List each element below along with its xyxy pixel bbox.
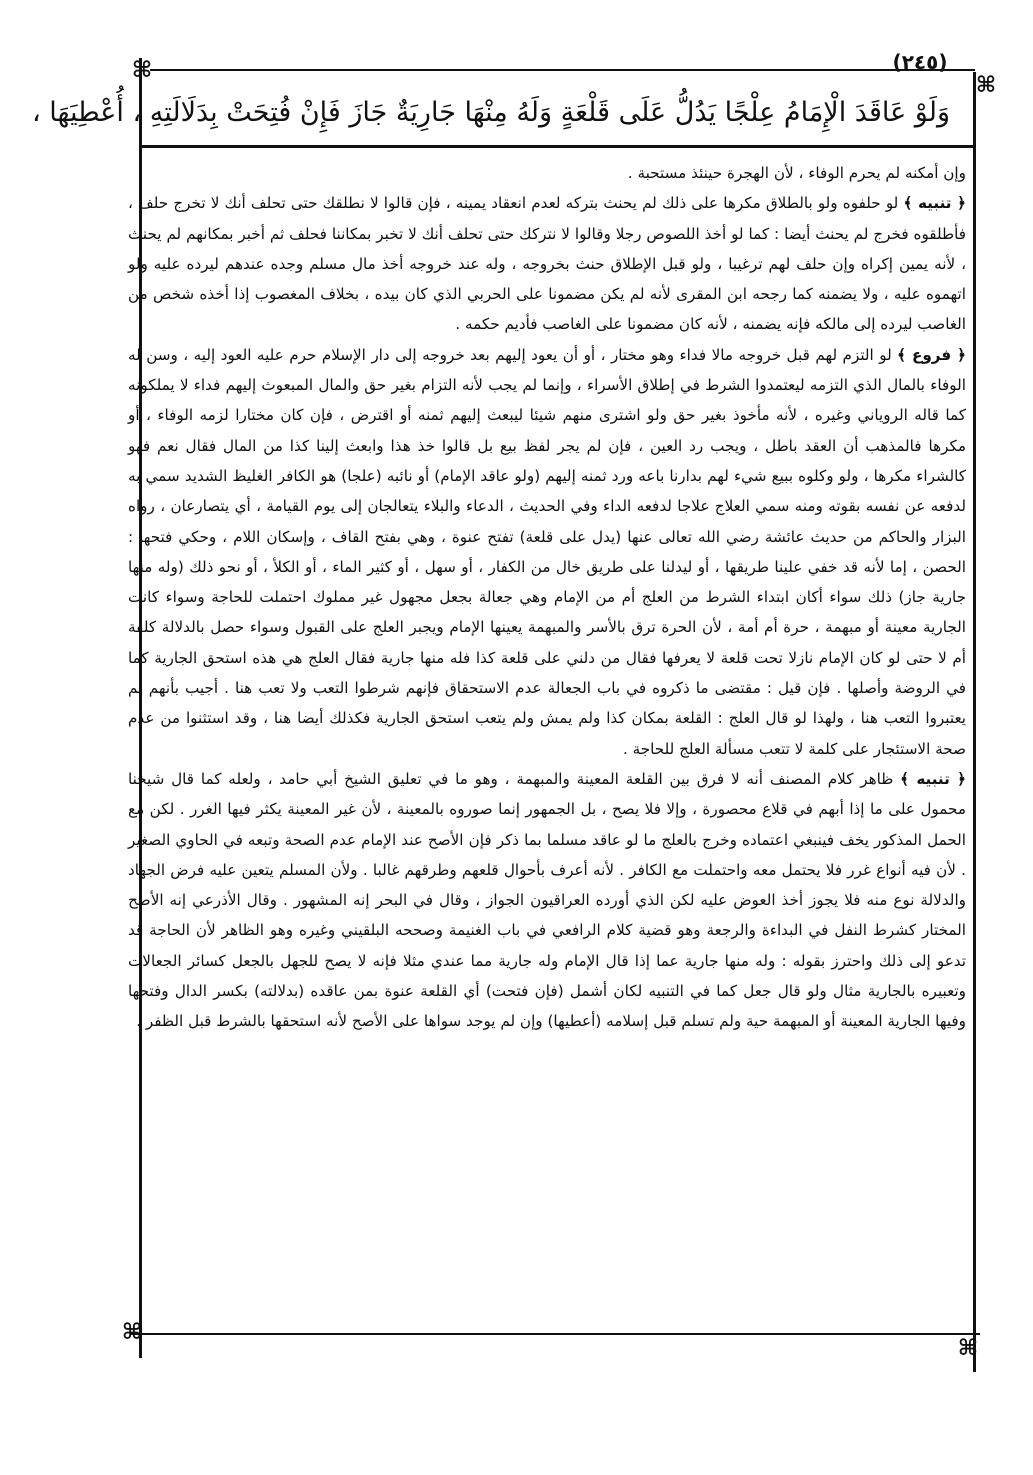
paragraph-3 <box>128 340 966 764</box>
paragraph-label: ﴿ تنبيه ﴾ <box>903 194 966 213</box>
frame-top-border <box>150 69 975 71</box>
paragraph-1 <box>128 158 966 188</box>
paragraph-label: ﴿ تنبيه ﴾ <box>900 769 967 788</box>
matn-separator-rule <box>142 145 975 148</box>
ornament-bottom-left-icon: ⌘ <box>121 1320 143 1345</box>
ornament-top-left-icon: ⌘ <box>131 58 153 83</box>
paragraph-text: وإن أمكنه لم يحرم الوفاء ، لأن الهجرة حينئذ مستحبة . <box>627 164 966 182</box>
paragraph-4 <box>128 764 966 1037</box>
matn-text: وَلَوْ عَاقَدَ الْإِمَامُ عِلْجًا يَدُلُّ عَلَى قَلْعَةٍ وَلَهُ مِنْهَا جَارِيَةٌ جَازَ فَإِنْ فُتِحَتْ بِدَلَالَتِهِ ، أُعْطِيَهَا ، <box>32 97 950 128</box>
paragraph-2 <box>128 188 966 339</box>
frame-right-border <box>973 72 976 1372</box>
paragraph-label: ﴿ فروع ﴾ <box>897 345 967 364</box>
ornament-bottom-right-icon: ⌘ <box>957 1336 979 1361</box>
page-number: (٢٤٥) <box>892 50 948 74</box>
commentary-body <box>128 158 966 1037</box>
paragraph-text: ظاهر كلام المصنف أنه لا فرق بين القلعة المعينة والمبهمة ، وهو ما في تعليق الشيخ أبي حامد ، ولعله كما قال شيخنا محمول على ما إذا أبهم في قلاع محصورة ، وإلا فلا يصح ، بل الجمهور إنما صوروه بالمعينة ، لأن غير المعينة يكثر فيها الغرر . لكن مع الحمل المذكور يخف فينبغي اعتماده وخرج بالعلج ما لو عاقد مسلما بما ذكر فإن الأصح عند الإمام عدم الصحة وتبعه في الحاوي الصغير . لأن فيه أنواع غرر فلا يحتمل معه واحتملت مع الكافر . لأنه أعرف بأحوال قلعهم وطرقهم غالبا . ولأن المسلم يتعين عليه فرض الجهاد والدلالة نوع منه فلا يجوز أخذ العوض عليه لكن الذي أورده العراقيون الجواز ، وقال في البحر إنه المشهور . وقال الأذرعي إنه الأصح المختار كشرط النفل في البداءة والرجعة وهو قضية كلام الرافعي في باب الغنيمة وصححه البلقيني وغيره وهو الظاهر لأن الحاجة قد تدعو إلى ذلك واحترز بقوله : وله منها جارية عما إذا قال الإمام وله جارية مما عندي مثلا فإنه لا يصح للجهل بالجعل كسائر الجعالات وتعبيره بالجارية مثال ولو قال جعل كما في التنبيه لكان أشمل (فإن فتحت) أي القلعة عنوة بمن عاقده (بدلالته) بكسر الدال وفتحها وفيها الجارية المعينة أو المبهمة حية ولم تسلم قبل إسلامه (أعطيها) وإن لم يوجد سواها على الأصح لأنه استحقها بالشرط قبل الظفر . <box>128 769 966 1031</box>
paragraph-text: لو حلفوه ولو بالطلاق مكرها على ذلك لم يحنث بتركه لعدم انعقاد يمينه ، فإن قالوا لا نطلقك حتى تحلف أنك لا تخرج حلف ، فأطلقوه فخرج لم يحنث أيضا : كما لو أخذ اللصوص رجلا وقالوا لا نتركك حتى تحلف أنك لا تخبر بمكاننا فحلف ثم أخبر بمكانهم لم يحنث ، لأنه يمين إكراه وإن حلف لهم ترغيبا ، ولو قبل الإطلاق حنث بخروجه ، وله عند خروجه أخذ مال مسلم وجده عندهم ليرده عليه ولو اتهموه عليه ، ولا يضمنه كما رجحه ابن المقرى لأنه لم يكن مضمونا على الحربي الذي كان بيده ، بخلاف المغصوب إذا أخذه شخص من الغاصب ليرده إلى مالكه فإنه يضمنه ، لأنه كان مضمونا على الغاصب فأديم حكمه . <box>128 194 966 334</box>
ornament-top-right-icon: ⌘ <box>975 73 997 98</box>
frame-bottom-border <box>130 1333 980 1335</box>
paragraph-text: لو التزم لهم قبل خروجه مالا فداء وهو مختار ، أو أن يعود إليهم بعد خروجه إلى دار الإسلام حرم عليه العود إليه ، وسن له الوفاء بالمال الذي التزمه ليعتمدوا الشرط في إطلاق الأسراء ، وإنما لم يجب لأنه التزام بغير حق والمال المبعوث إليهم فداء لا يملكونه كما قاله الروياني وغيره ، لأنه مأخوذ بغير حق ولو اشترى منهم شيئا ليبعث إليهم ثمنه أو اقترض ، فإن كان مختارا لزمه الوفاء ، أو مكرها فالمذهب أن العقد باطل ، ويجب رد العين ، فإن لم يجر لفظ بيع بل قالوا خذ هذا وابعث إلينا كذا من المال فقال نعم فهو كالشراء مكرها ، ولو وكلوه ببيع شيء لهم بدارنا باعه ورد ثمنه إليهم (ولو عاقد الإمام) أو نائبه (علجا) هو الكافر الغليظ الشديد سمي به لدفعه عن نفسه بقوته ومنه سمي العلاج علاجا لدفعه الداء وفي الحديث ، الدعاء والبلاء يتعالجان إلى يوم القيامة ، أي يتصارعان ، رواه البزار والحاكم من حديث عائشة رضي الله تعالى عنها (يدل على قلعة) تفتح عنوة ، وهي بفتح القاف ، وإسكان اللام ، وحكي فتحها : الحصن ، إما لأنه قد خفي علينا طريقها ، أو ليدلنا على طريق خال من الكفار ، أو سهل ، أو كثير الماء ، أو الكلأ ، أو نحو ذلك (وله منها جارية جاز) ذلك سواء أكان ابتداء الشرط من العلج أم من الإمام وهي جعالة بجعل مجهول غير مملوك احتملت للحاجة وسواء كانت الجارية معينة أو مبهمة ، حرة أم أمة ، لأن الحرة ترق بالأسر والمبهمة يعينها الإمام ويجبر العلج على القبول وسواء حصل بالدلالة كلفة أم لا حتى لو كان الإمام نازلا تحت قلعة لا يعرفها فقال من دلني على قلعة كذا فله منها جارية فقال العلج هي هذه استحق الجارية كما في الروضة وأصلها . فإن قيل : مقتضى ما ذكروه في باب الجعالة عدم الاستحقاق فإنهم شرطوا التعب ولا تعب هنا . أجيب بأنهم لم يعتبروا التعب هنا ، ولهذا لو قال العلج : القلعة بمكان كذا ولم يمش ولم يتعب استحق الجارية فكذلك أيضا هنا ، وقد استثنوا من عدم صحة الاستئجار على كلمة لا تتعب مسألة العلج للحاجة . <box>128 345 966 758</box>
